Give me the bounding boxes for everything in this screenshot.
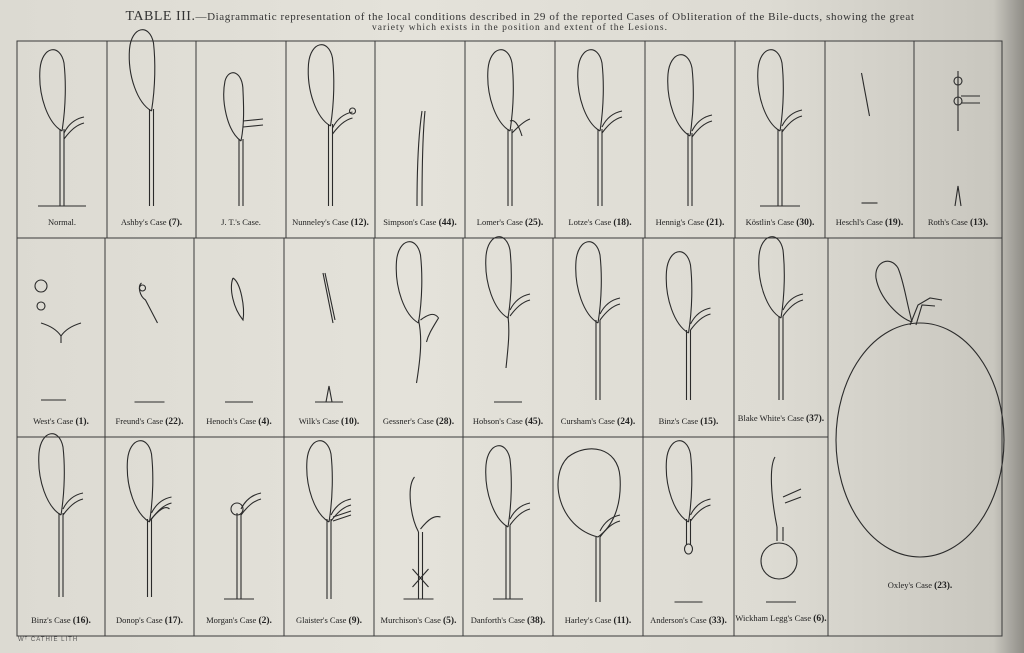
case-caption — [284, 615, 374, 626]
case-number: (30). — [796, 218, 815, 228]
case-name: Morgan's Case — [206, 615, 259, 625]
figure-nunneley — [308, 45, 355, 206]
case-name: Normal. — [47, 217, 77, 227]
case-name: Danforth's Case — [470, 615, 528, 625]
case-caption — [734, 413, 828, 424]
case-number: (24). — [617, 417, 636, 427]
figure-morgan — [224, 493, 261, 599]
case-name: Binz's Case — [31, 615, 73, 625]
case-number: (45). — [524, 417, 544, 427]
case-caption — [825, 217, 914, 228]
case-number: (11). — [613, 616, 632, 626]
case-name: Anderson's Case — [650, 615, 709, 625]
case-caption — [374, 416, 463, 427]
case-name: Wickham Legg's Case — [735, 613, 814, 623]
figure-henoch — [225, 278, 253, 402]
case-caption — [643, 416, 734, 427]
case-number: (15). — [700, 417, 719, 427]
figure-normal — [38, 50, 86, 206]
case-name: Wilk's Case — [298, 416, 342, 426]
case-number: (22). — [165, 417, 184, 427]
case-name: Donop's Case — [116, 615, 165, 625]
case-name: Lotze's Case — [568, 217, 614, 227]
case-number: (13). — [969, 218, 989, 228]
figure-glaister — [307, 441, 351, 599]
case-number: (9). — [348, 616, 362, 626]
case-name: Glaister's Case — [296, 615, 349, 625]
figure-murchison — [404, 477, 441, 599]
case-caption — [463, 416, 553, 427]
case-name: Blake White's Case — [737, 413, 806, 423]
case-caption — [914, 217, 1002, 228]
case-name: West's Case — [33, 416, 76, 426]
case-number: (19). — [885, 218, 904, 228]
figure-oxley — [836, 261, 1004, 557]
case-number: (17). — [164, 616, 183, 626]
case-number: (5). — [443, 616, 457, 626]
case-number: (18). — [613, 218, 632, 228]
case-number: (44). — [438, 218, 457, 228]
case-name: Henoch's Case — [206, 416, 259, 426]
case-caption — [553, 416, 643, 427]
figure-freund — [135, 283, 165, 402]
figure-binz16 — [39, 434, 83, 597]
plate-number: TABLE III. — [125, 9, 196, 24]
case-caption — [284, 416, 374, 427]
figure-donop — [127, 441, 171, 597]
figure-cursham — [576, 242, 620, 400]
case-name: Nunneley's Case — [292, 217, 351, 227]
case-number: (10). — [341, 417, 360, 427]
case-number: (16). — [72, 616, 91, 626]
case-number: (38). — [527, 616, 546, 626]
case-caption — [17, 217, 107, 228]
case-name: Freund's Case — [115, 416, 166, 426]
case-number: (4). — [258, 417, 272, 427]
figure-ashby — [129, 30, 155, 206]
case-caption — [105, 416, 194, 427]
figure-heschl — [862, 73, 878, 203]
case-caption — [735, 217, 825, 228]
case-caption — [374, 615, 463, 626]
case-name: J. T.'s Case. — [221, 217, 261, 227]
figure-blake — [759, 237, 803, 400]
case-name: Hobson's Case — [472, 416, 525, 426]
case-caption — [375, 217, 465, 228]
case-caption — [645, 217, 735, 228]
case-caption — [643, 615, 734, 626]
case-name: Hennig's Case — [655, 217, 707, 227]
figure-roth — [954, 71, 980, 206]
figure-lomer — [488, 50, 530, 206]
case-number: (7). — [168, 218, 183, 228]
case-caption — [194, 615, 284, 626]
case-name: Roth's Case — [927, 217, 970, 227]
figure-west — [35, 280, 81, 400]
figure-binz15 — [666, 252, 710, 400]
case-number: (23). — [934, 581, 953, 591]
duct-figures — [35, 30, 1004, 602]
plate-title-text: —Diagrammatic representation of the local conditions described in 29 of the reported Cases of Obliteration of the Bile-ducts, showing the great — [195, 11, 915, 23]
case-caption — [17, 416, 105, 427]
case-number: (28). — [435, 417, 455, 427]
case-name: Köstlin's Case — [745, 217, 797, 227]
case-caption — [555, 217, 645, 228]
plate-title-line-2: variety which exists in the position and extent of the Lesions. — [372, 23, 668, 33]
case-caption — [286, 217, 375, 228]
case-name: Harley's Case — [564, 615, 614, 625]
case-caption — [105, 615, 194, 626]
figure-wilk — [315, 273, 343, 402]
case-name: Gessner's Case — [382, 416, 436, 426]
case-name: Murchison's Case — [380, 615, 443, 625]
case-name: Cursham's Case — [560, 416, 618, 426]
figure-gessner — [396, 242, 438, 383]
case-caption — [870, 580, 970, 591]
case-caption — [465, 217, 555, 228]
figure-danforth — [486, 446, 530, 599]
case-caption — [17, 615, 105, 626]
case-number: (37). — [805, 414, 825, 424]
case-number: (33). — [708, 616, 727, 626]
figure-lotze — [578, 50, 622, 206]
case-number: (1). — [75, 417, 89, 427]
case-name: Lomer's Case — [476, 217, 526, 227]
case-caption — [734, 613, 828, 624]
case-number: (25). — [525, 218, 544, 228]
case-caption — [107, 217, 196, 228]
case-number: (12). — [350, 218, 369, 228]
case-name: Heschl's Case — [835, 217, 885, 227]
figure-wickham — [761, 457, 801, 602]
figure-harley — [558, 449, 620, 602]
case-caption — [194, 416, 284, 427]
figure-hobson — [486, 237, 530, 402]
case-number: (6). — [813, 614, 827, 624]
case-name: Binz's Case — [658, 416, 701, 426]
figure-simpson — [417, 111, 425, 206]
case-caption — [463, 615, 553, 626]
figure-hennig — [668, 55, 712, 206]
case-caption — [196, 217, 286, 228]
case-name: Oxley's Case — [887, 580, 935, 590]
case-caption — [553, 615, 643, 626]
figure-kostlin — [758, 50, 802, 206]
figure-anderson — [666, 441, 710, 602]
lithographer-credit: Wᵀ CATHIE LITH — [18, 637, 79, 643]
case-name: Simpson's Case — [383, 217, 439, 227]
case-number: (2). — [258, 616, 272, 626]
figure-jt — [224, 73, 263, 206]
case-name: Ashby's Case — [120, 217, 169, 227]
case-number: (21). — [706, 218, 725, 228]
